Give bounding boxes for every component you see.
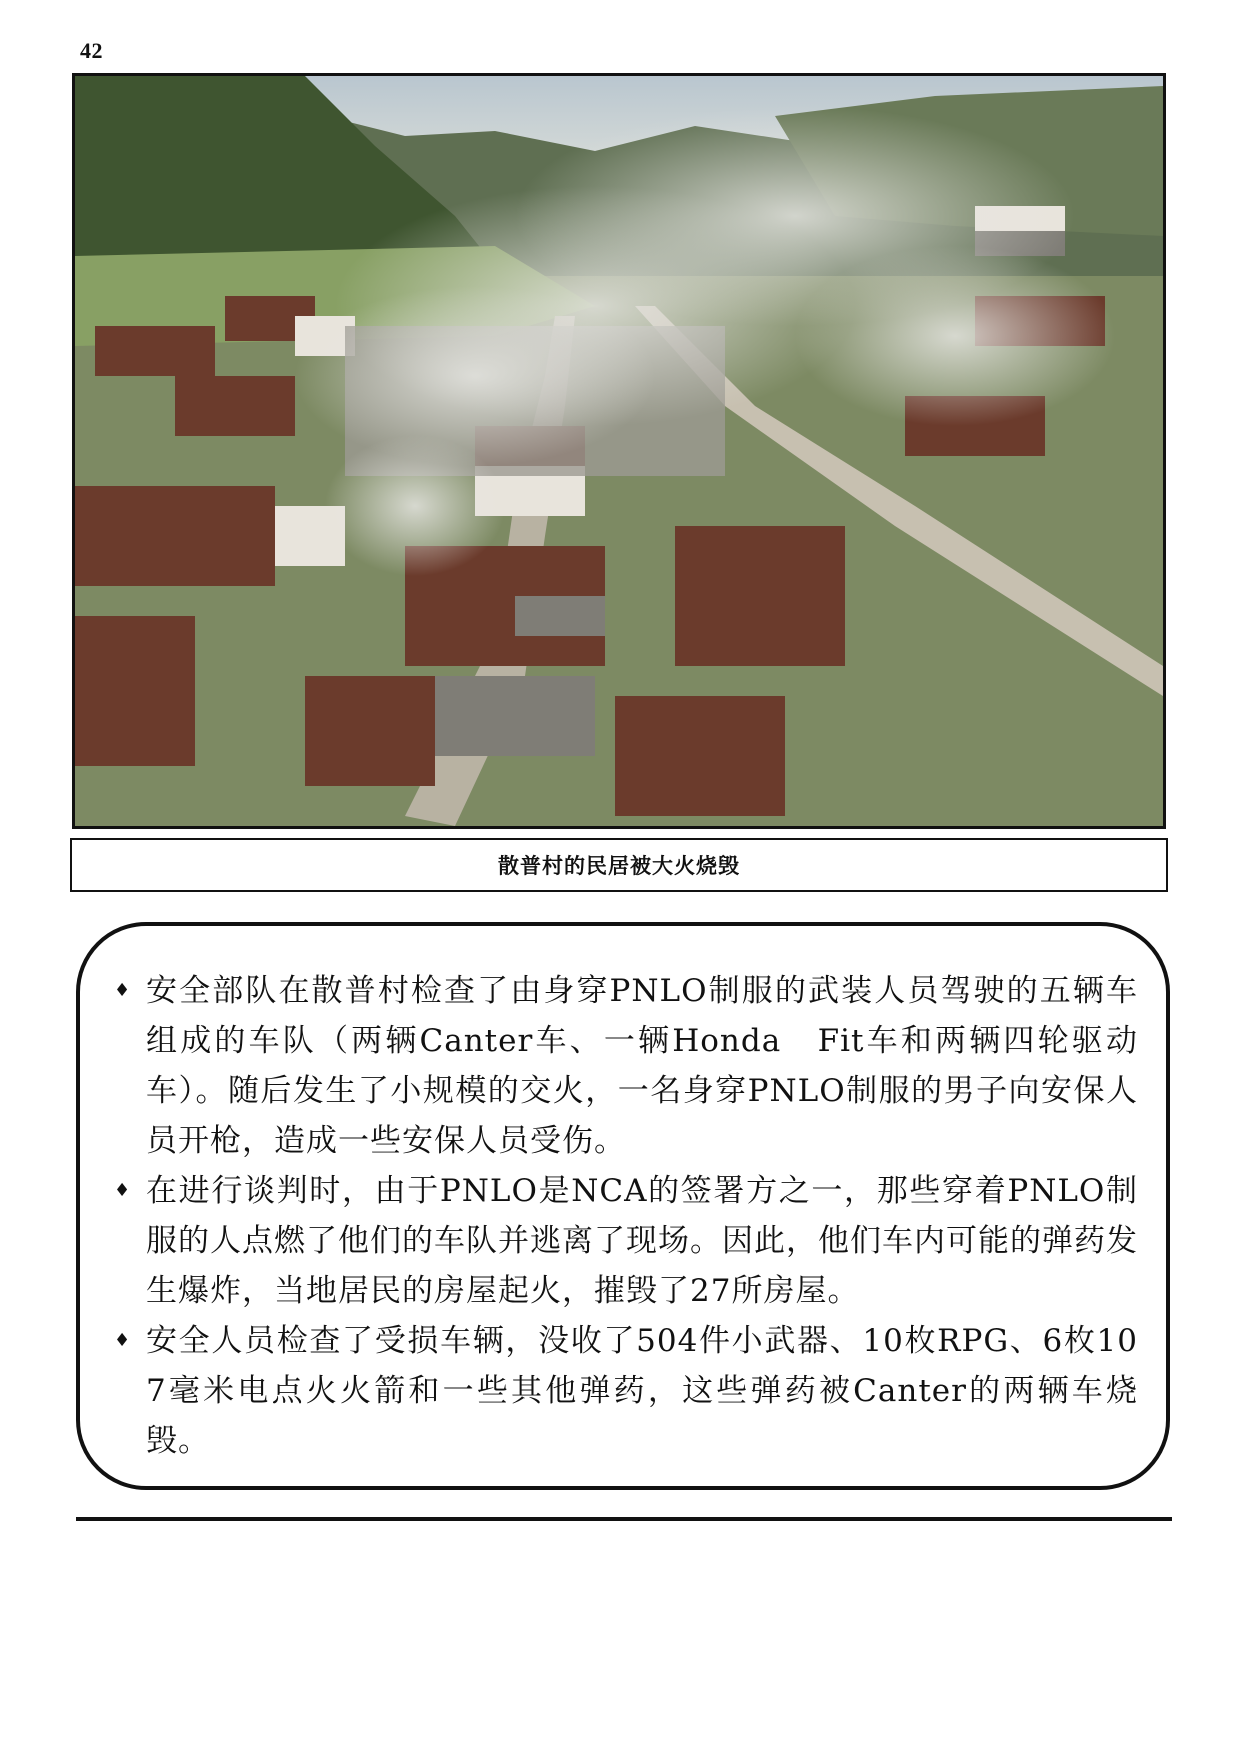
page-number: 42: [80, 38, 103, 63]
diamond-bullet-icon: ♦: [114, 1330, 131, 1351]
figure-caption: 散普村的民居被大火烧毁: [498, 854, 740, 878]
horizontal-rule: [76, 1517, 1172, 1521]
bullet-list: [108, 966, 1138, 1466]
bullet-item: [108, 1166, 1138, 1316]
bullet-text: 安全人员检查了受损车辆，没收了504件小武器、10枚RPG、6枚107毫米电点火火箭和一些其他弹药，这些弹药被Canter的两辆车烧毁。: [146, 1323, 1138, 1459]
village-fire-photo: [72, 73, 1166, 829]
bullet-text: 安全部队在散普村检查了由身穿PNLO制服的武装人员驾驶的五辆车组成的车队（两辆Canter车、一辆Honda Fit车和两辆四轮驱动车）。随后发生了小规模的交火，一名身穿PNLO制服的男子向安保人员开枪，造成一些安保人员受伤。: [146, 973, 1138, 1159]
diamond-bullet-icon: ♦: [114, 980, 131, 1001]
figure-caption-box: [70, 838, 1168, 892]
bullet-item: [108, 966, 1138, 1166]
bullet-text: 在进行谈判时，由于PNLO是NCA的签署方之一，那些穿着PNLO制服的人点燃了他们的车队并逃离了现场。因此，他们车内可能的弹药发生爆炸，当地居民的房屋起火，摧毁了27所房屋。: [146, 1173, 1138, 1309]
aerial-village-image: [75, 76, 1163, 826]
bullet-item: [108, 1316, 1138, 1466]
diamond-bullet-icon: ♦: [114, 1180, 131, 1201]
incident-summary-box: [76, 922, 1170, 1490]
